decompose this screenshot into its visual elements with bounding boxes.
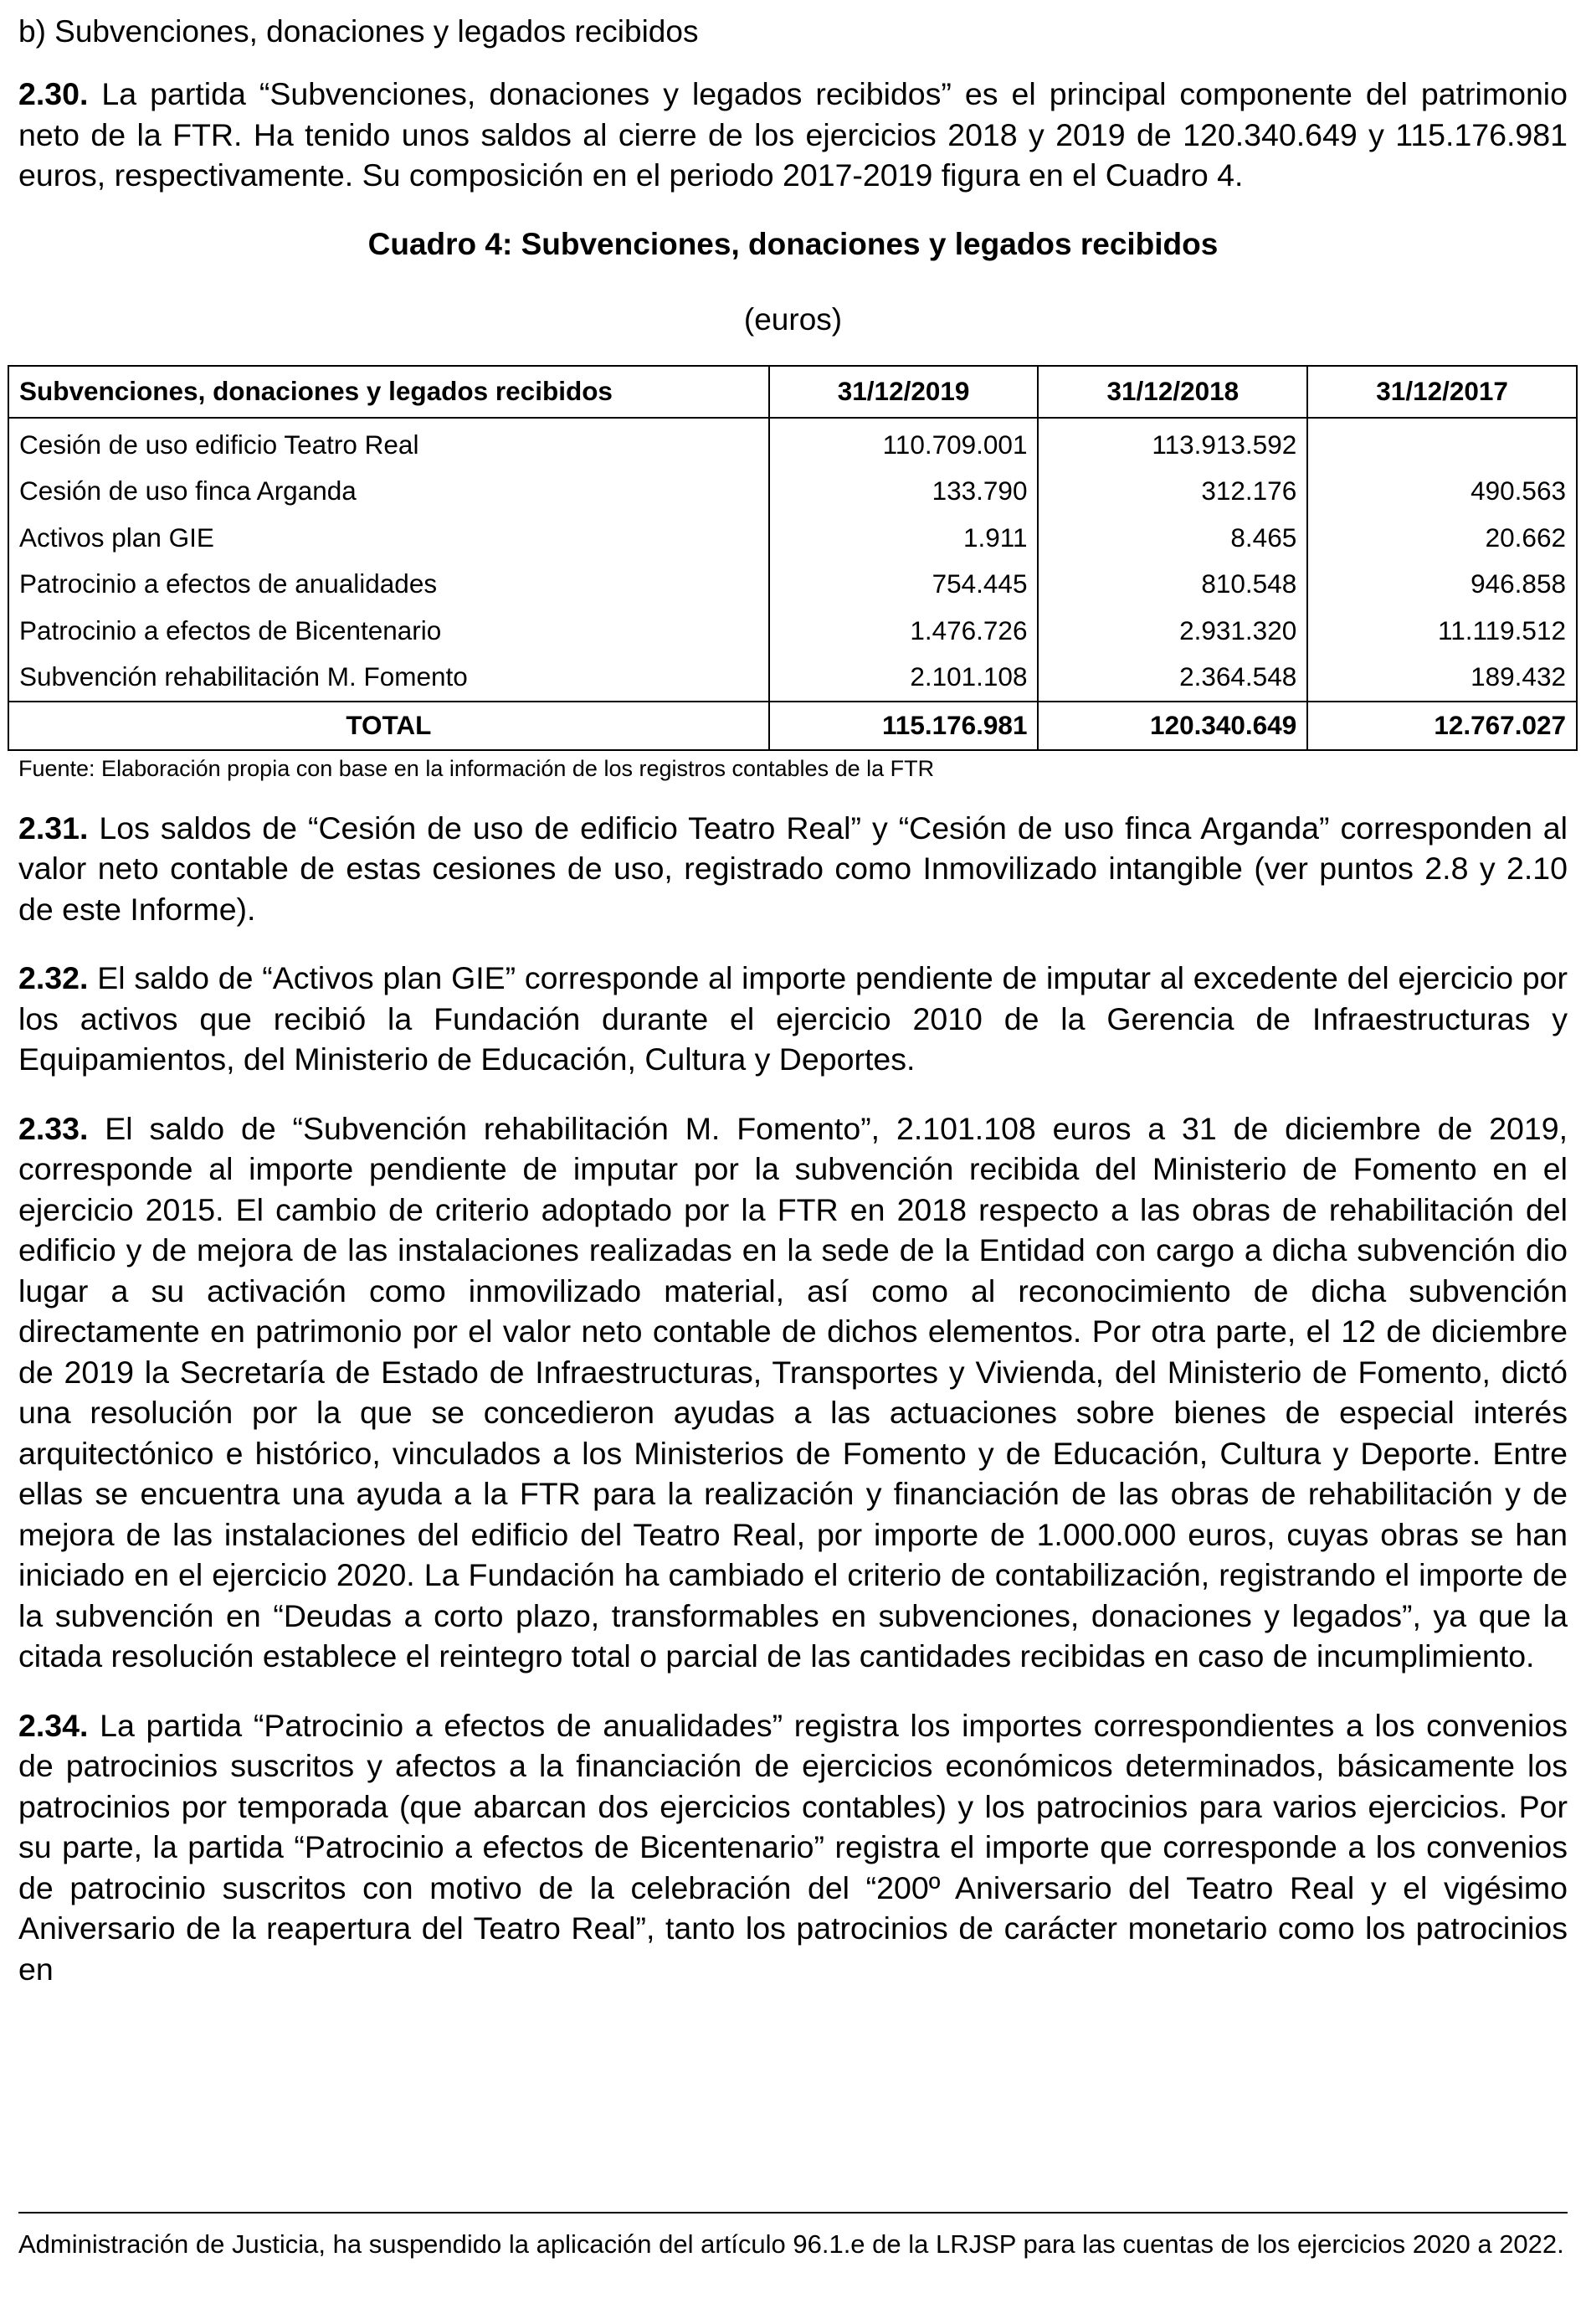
cell-2019: 2.101.108 (769, 654, 1039, 702)
paragraph-text: El saldo de “Activos plan GIE” corresponde al importe pendiente de imputar al excedente del ejercicio por los activos que recibió la Fundación durante el ejercicio 2010 de la Gerencia de Infraestructuras y Equipamientos, del Ministerio de Educación, Cultura y Deportes. (18, 960, 1568, 1077)
cell-2018: 312.176 (1038, 468, 1307, 515)
section-heading: b) Subvenciones, donaciones y legados recibidos (18, 14, 699, 49)
paragraph-text: El saldo de “Subvención rehabilitación M. Fomento”, 2.101.108 euros a 31 de diciembre de 2019, corresponde al importe pendiente de imputar por la subvención recibida del Ministerio de Fomento en el ejercicio 2015. El cambio de criterio adoptado por la FTR en 2018 respecto a las obras de rehabilitación del edificio y de mejora de las instalaciones realizadas en la sede de la Entidad con cargo a dicha subvención dio lugar a su activación como inmovilizado material, así como al reconocimiento de dicha subvención directamente en patrimonio por el valor neto contable de dichos elementos. Por otra parte, el 12 de diciembre de 2019 la Secretaría de Estado de Infraestructuras, Transportes y Vivienda, del Ministerio de Fomento, dictó una resolución por la que se concedieron ayudas a las actuaciones sobre bienes de especial interés arquitectónico e histórico, vinculados a los Ministerios de Fomento y de Educación, Cultura y Deporte. Entre ellas se encuentra una ayuda a la FTR para la realización y financiación de las obras de rehabilitación y de mejora de las instalaciones del edificio del Teatro Real, por importe de 1.000.000 euros, cuyas obras se han iniciado en el ejercicio 2020. La Fundación ha cambiado el criterio de contabilización, registrando el importe de la subvención en “Deudas a corto plazo, transformables en subvenciones, donaciones y legados”, ya que la citada resolución establece el reintegro total o parcial de las cantidades recibidas en caso de incumplimiento. (18, 1110, 1568, 1674)
footnote: Administración de Justicia, ha suspendido la aplicación del artículo 96.1.e de la LRJSP para las cuentas de los ejercicios 2020 a 2022. (18, 2229, 1564, 2259)
cell-2019: 754.445 (769, 561, 1039, 608)
row-label: Patrocinio a efectos de anualidades (8, 561, 769, 608)
column-header: 31/12/2017 (1307, 366, 1577, 418)
cell-2019: 1.476.726 (769, 608, 1039, 655)
paragraph-text: La partida “Subvenciones, donaciones y legados recibidos” es el principal componente del patrimonio neto de la FTR. Ha tenido unos saldos al cierre de los ejercicios 2018 y 2019 de 120.340.649 y 115.176.981 euros, respectivamente. Su composición en el periodo 2017-2019 figura en el Cuadro 4. (18, 76, 1568, 193)
paragraph-text: La partida “Patrocinio a efectos de anualidades” registra los importes correspondientes a los convenios de patrocinios suscritos y afectos a la financiación de ejercicios económicos determinados, básicamente los patrocinios por temporada (que abarcan dos ejercicios contables) y los patrocinios para varios ejercicios. Por su parte, la partida “Patrocinio a efectos de Bicentenario” registra el importe que corresponde a los convenios de patrocinio suscritos con motivo de la celebración del “200º Aniversario del Teatro Real y el vigésimo Aniversario de la reapertura del Teatro Real”, tanto los patrocinios de carácter monetario como los patrocinios en (18, 1707, 1568, 1987)
row-label: Cesión de uso finca Arganda (8, 468, 769, 515)
table-row (8, 654, 1577, 702)
cell-2017: 946.858 (1307, 561, 1577, 608)
row-label: Patrocinio a efectos de Bicentenario (8, 608, 769, 655)
cell-2017: 189.432 (1307, 654, 1577, 702)
column-header: Subvenciones, donaciones y legados recibidos (8, 366, 769, 418)
table-header-row (8, 366, 1577, 418)
table-row (8, 418, 1577, 469)
paragraph-2-30 (18, 74, 1568, 196)
row-label: Cesión de uso edificio Teatro Real (8, 418, 769, 469)
cell-2017: 490.563 (1307, 468, 1577, 515)
cell-2018: 810.548 (1038, 561, 1307, 608)
total-2019: 115.176.981 (769, 702, 1039, 750)
cell-2019: 1.911 (769, 515, 1039, 562)
footnote-divider (18, 2212, 1568, 2213)
total-2017: 12.767.027 (1307, 702, 1577, 750)
subvenciones-table (8, 365, 1578, 751)
paragraph-2-32 (18, 958, 1568, 1080)
paragraph-2-34 (18, 1705, 1568, 1990)
document-page (18, 12, 1568, 2018)
table-units: (euros) (743, 301, 843, 337)
table-source: Fuente: Elaboración propia con base en la información de los registros contables de la FTR (18, 755, 935, 781)
total-label: TOTAL (8, 702, 769, 750)
cell-2017: 11.119.512 (1307, 608, 1577, 655)
total-2018: 120.340.649 (1038, 702, 1307, 750)
table-row (8, 515, 1577, 562)
column-header: 31/12/2018 (1038, 366, 1307, 418)
cell-2017 (1307, 418, 1577, 469)
paragraph-number: 2.30. (18, 76, 89, 111)
paragraph-2-31 (18, 808, 1568, 930)
cell-2018: 2.931.320 (1038, 608, 1307, 655)
table-row (8, 608, 1577, 655)
row-label: Subvención rehabilitación M. Fomento (8, 654, 769, 702)
cell-2019: 133.790 (769, 468, 1039, 515)
paragraph-number: 2.34. (18, 1707, 89, 1743)
row-label: Activos plan GIE (8, 515, 769, 562)
paragraph-text: Los saldos de “Cesión de uso de edificio Teatro Real” y “Cesión de uso finca Arganda” corresponden al valor neto contable de estas cesiones de uso, registrado como Inmovilizado intangible (ver puntos 2.8 y 2.10 de este Informe). (18, 810, 1568, 927)
cell-2017: 20.662 (1307, 515, 1577, 562)
cell-2019: 110.709.001 (769, 418, 1039, 469)
paragraph-number: 2.33. (18, 1110, 89, 1146)
paragraph-number: 2.31. (18, 810, 89, 846)
table-row (8, 468, 1577, 515)
column-header: 31/12/2019 (769, 366, 1039, 418)
table-title: Cuadro 4: Subvenciones, donaciones y legados recibidos (367, 226, 1219, 261)
cell-2018: 8.465 (1038, 515, 1307, 562)
cell-2018: 113.913.592 (1038, 418, 1307, 469)
cell-2018: 2.364.548 (1038, 654, 1307, 702)
paragraph-2-33 (18, 1108, 1568, 1677)
table-total-row (8, 702, 1577, 750)
paragraph-number: 2.32. (18, 960, 89, 995)
table-row (8, 561, 1577, 608)
